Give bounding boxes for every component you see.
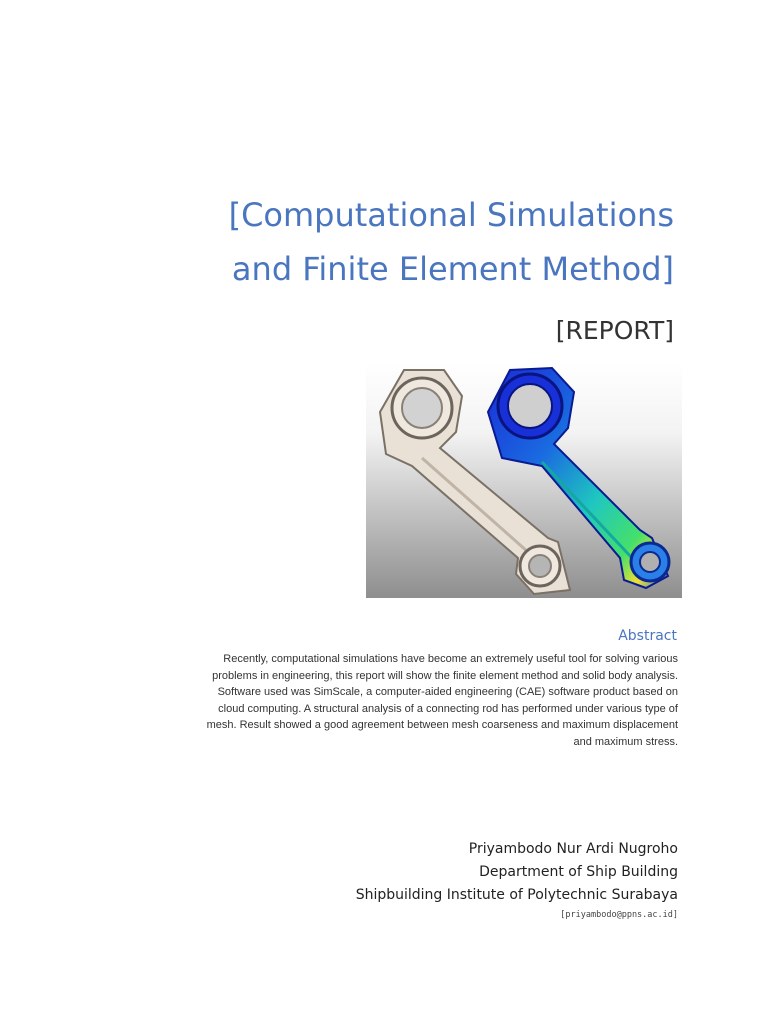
author-block xyxy=(356,838,678,923)
abstract-body xyxy=(170,651,678,751)
title-line-2: and Finite Element Method] xyxy=(231,250,674,288)
author-department: Department of Ship Building xyxy=(479,864,678,880)
abstract-line: problems in engineering, this report will show the finite element method and solid body analysis. xyxy=(212,669,678,682)
author-name: Priyambodo Nur Ardi Nugroho xyxy=(468,841,678,857)
abstract-line: Software used was SimScale, a computer-aided engineering (CAE) software product based on xyxy=(217,686,678,699)
abstract-line: mesh. Result showed a good agreement between mesh coarseness and maximum displacement xyxy=(206,719,678,732)
connecting-rod-illustration xyxy=(366,362,682,598)
title-line-1: [Computational Simulations xyxy=(228,196,674,234)
connecting-rod-figure xyxy=(366,362,682,598)
abstract-heading: Abstract xyxy=(618,628,677,644)
abstract-line: Recently, computational simulations have become an extremely useful tool for solving various xyxy=(223,653,678,665)
abstract-line: cloud computing. A structural analysis of a connecting rod has performed under various type of xyxy=(218,702,678,715)
report-title xyxy=(229,188,674,296)
author-institution: Shipbuilding Institute of Polytechnic Surabaya xyxy=(355,887,678,903)
author-email: [priyambodo@ppns.ac.id] xyxy=(560,910,678,920)
abstract-line: and maximum stress. xyxy=(573,735,678,748)
report-subtitle: [REPORT] xyxy=(555,316,674,345)
